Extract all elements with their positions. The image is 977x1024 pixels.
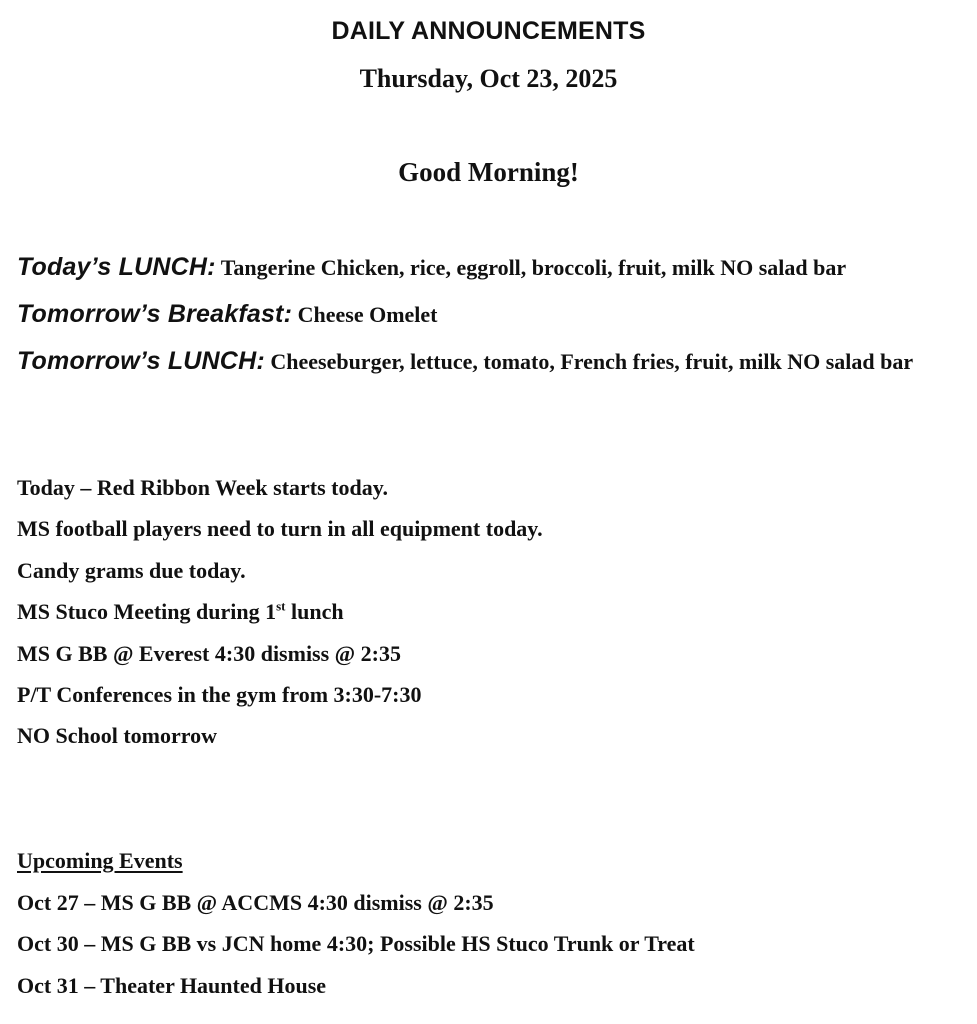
announcement-item: NO School tomorrow [17, 723, 218, 748]
announcement-date: Thursday, Oct 23, 2025 [359, 64, 618, 93]
upcoming-events-heading: Upcoming Events [17, 848, 183, 873]
today-lunch-line [17, 245, 967, 290]
tomorrow-lunch-text: Cheeseburger, lettuce, tomato, French fries, fruit, milk NO salad bar [270, 349, 914, 374]
ordinal-superscript: st [276, 598, 286, 614]
announcement-item: MS football players need to turn in all equipment today. [17, 516, 543, 541]
upcoming-event: Oct 30 – MS G BB vs JCN home 4:30; Possible HS Stuco Trunk or Treat [17, 931, 695, 956]
page-title: DAILY ANNOUNCEMENTS [331, 17, 646, 45]
today-lunch-text: Tangerine Chicken, rice, eggroll, broccoli, fruit, milk NO salad bar [220, 255, 847, 280]
upcoming-event: Oct 27 – MS G BB @ ACCMS 4:30 dismiss @ 2:35 [17, 890, 494, 915]
tomorrow-breakfast-line [17, 292, 967, 337]
tomorrow-lunch-label: Tomorrow’s LUNCH: [17, 347, 265, 375]
today-lunch-label: Today’s LUNCH: [17, 253, 216, 281]
tomorrow-breakfast-label: Tomorrow’s Breakfast: [17, 300, 293, 328]
announcement-item: Candy grams due today. [17, 558, 246, 583]
announcement-item: P/T Conferences in the gym from 3:30-7:30 [17, 682, 422, 707]
tomorrow-lunch-line [17, 339, 967, 384]
greeting: Good Morning! [398, 157, 579, 187]
announcement-stuco-suffix: lunch [285, 599, 344, 624]
announcement-item: Today – Red Ribbon Week starts today. [17, 475, 389, 500]
announcement-stuco-text: MS Stuco Meeting during 1 [17, 599, 277, 624]
upcoming-event: Oct 31 – Theater Haunted House [17, 973, 327, 998]
announcement-item-stuco [17, 597, 967, 627]
tomorrow-breakfast-text: Cheese Omelet [297, 302, 438, 327]
announcement-item: MS G BB @ Everest 4:30 dismiss @ 2:35 [17, 641, 401, 666]
